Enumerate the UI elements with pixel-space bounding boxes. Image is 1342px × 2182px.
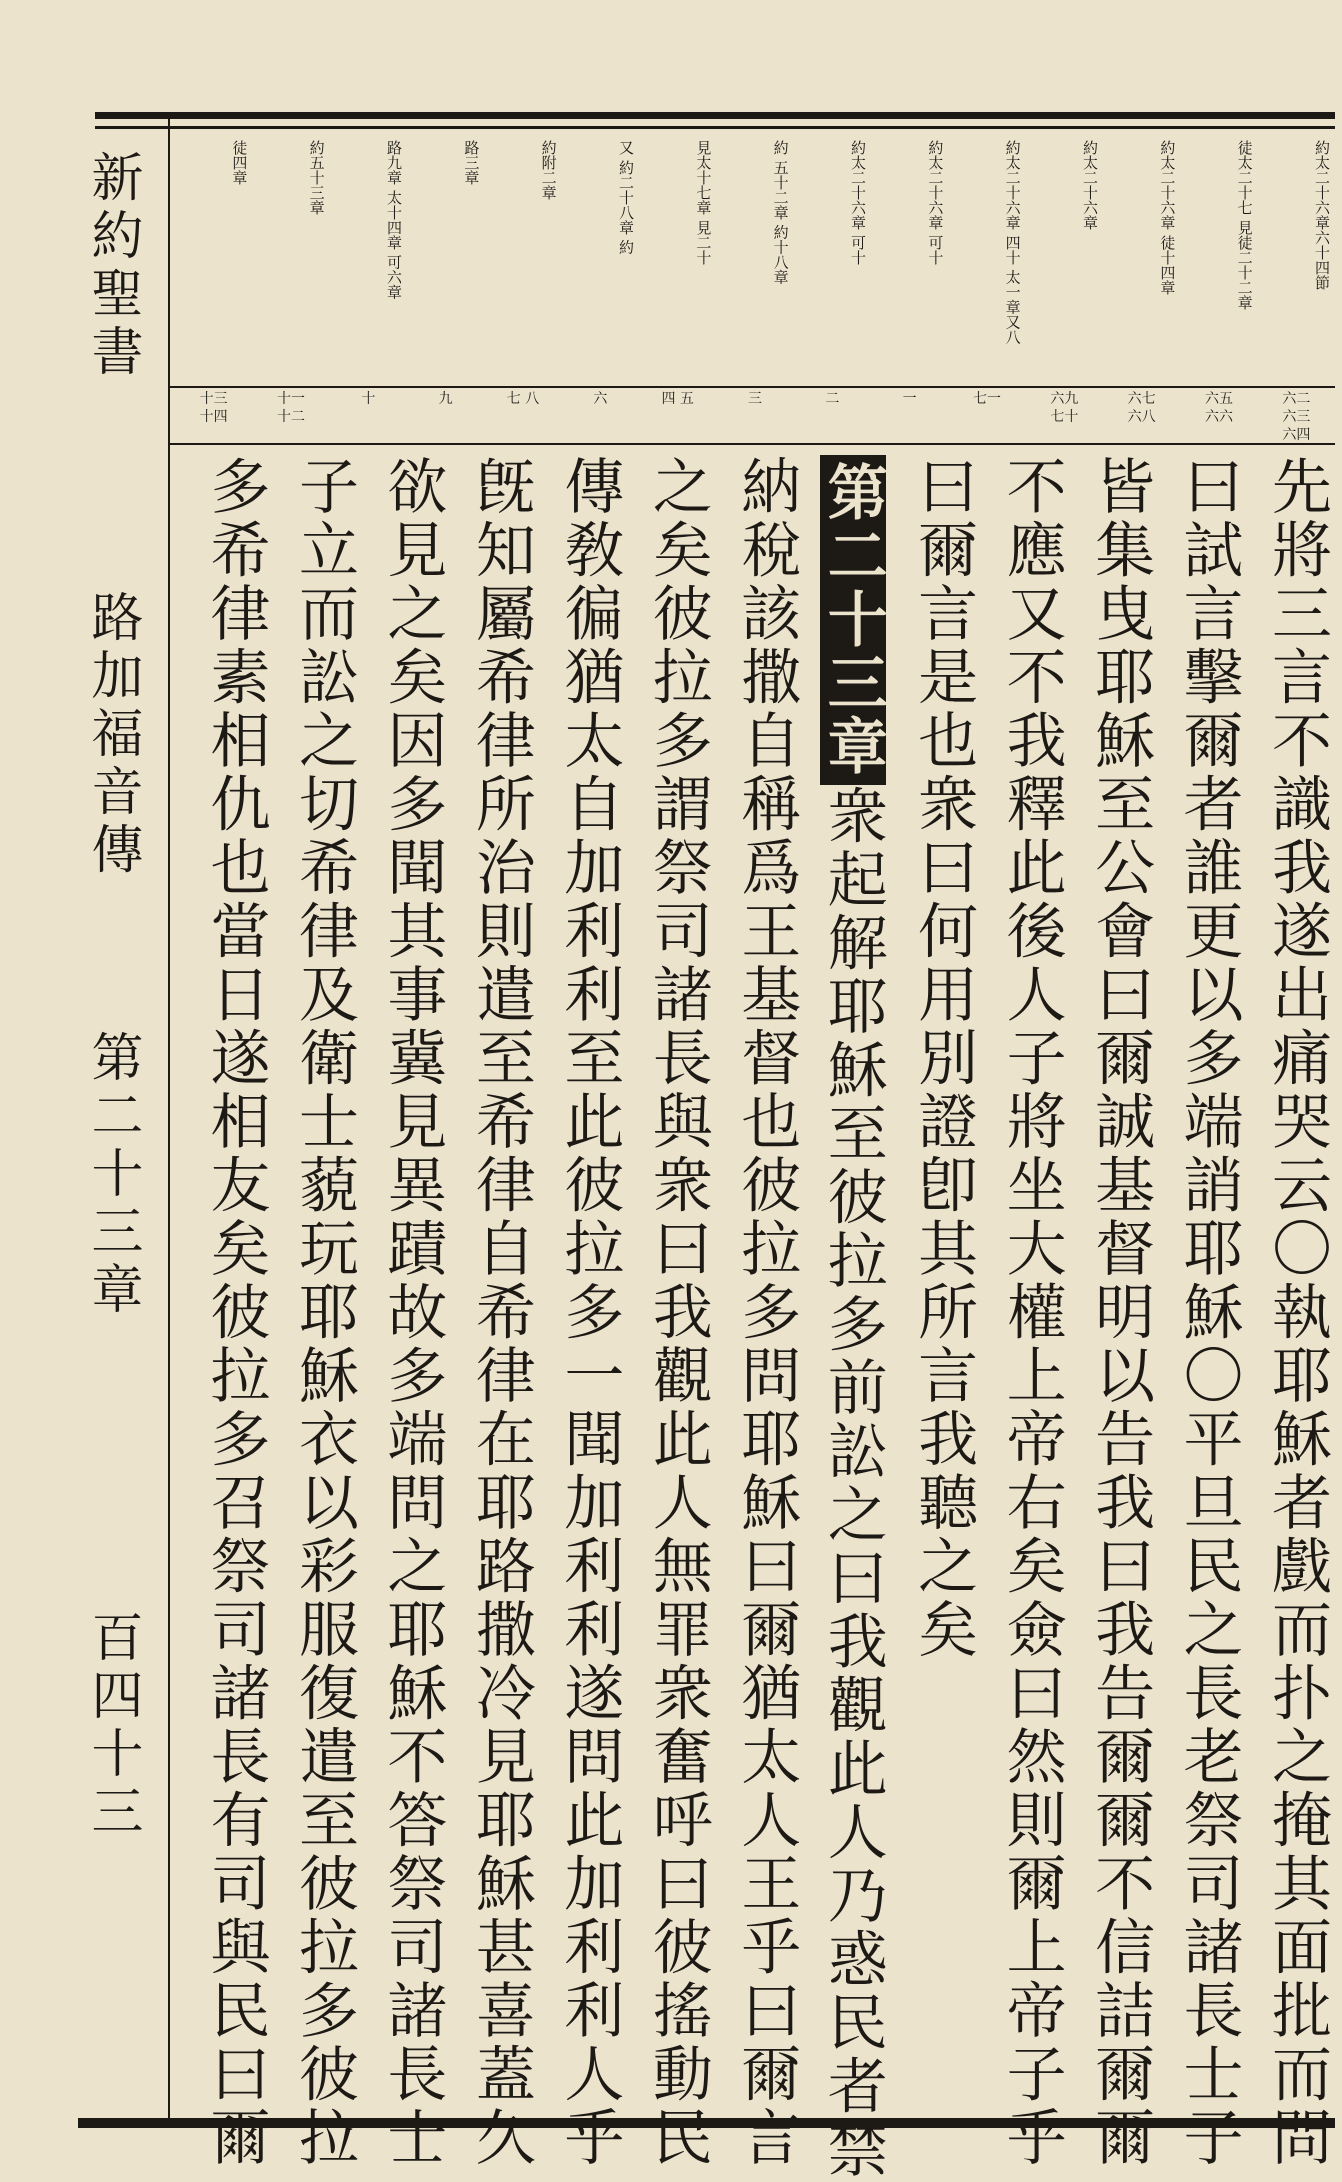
text-column: [355, 455, 448, 2170]
verse-text: 曰爾言是也衆曰何用別證卽其所言我聽之矣: [908, 455, 979, 1662]
book-title: 新約聖書: [82, 150, 142, 382]
running-header: [62, 150, 162, 2100]
verse-ref-numbers: 六二 六三 六四: [1282, 391, 1311, 443]
verse-ref-numbers: 三: [748, 391, 762, 407]
verse-ref-numbers: 六九 七十: [1050, 391, 1079, 425]
text-column: [1151, 455, 1244, 2170]
verse-ref-numbers: 六: [593, 391, 608, 407]
verse-ref-numbers: 六五 六六: [1205, 391, 1233, 425]
margin-note: 路九章 太十四章 可六章: [385, 140, 403, 300]
verse-text: 傳敎徧猶太自加利利至此彼拉多一聞加利利遂問此加利利人乎: [554, 455, 625, 2170]
text-column: [178, 455, 271, 2170]
verse-ref-numbers: 四 五: [661, 391, 694, 407]
top-rule-thin: [95, 126, 1335, 129]
margin-note: 又 約二十八章 約: [617, 140, 635, 255]
refs-rule: [170, 443, 1335, 445]
text-column: [532, 455, 625, 2170]
margin-note: 約太二十六章 徒十四章: [1158, 140, 1177, 295]
verse-text: 曰試言擊爾者誰更以多端誚耶穌〇平旦民之長老祭司諸長士子: [1173, 455, 1244, 2170]
verse-ref-numbers: 十: [361, 391, 376, 407]
text-column: [1240, 455, 1332, 2170]
chapter-heading: 第二十三章: [820, 455, 886, 785]
gospel-title: 路加福音傳: [82, 590, 142, 880]
margin-note: 約太二十六章: [1081, 140, 1099, 230]
verse-ref-numbers: 二: [825, 391, 840, 407]
text-column: [620, 455, 713, 2170]
margin-note: 見太十七章 見二十: [694, 140, 713, 265]
header-divider: [168, 112, 170, 2120]
text-column: [443, 455, 536, 2170]
verse-text: 旣知屬希律所治則遣至希律自希律在耶路撒冷見耶穌甚喜蓋久: [465, 455, 536, 2170]
margin-note: 徒四章: [230, 140, 249, 185]
verse-ref-numbers: 七 八: [506, 391, 540, 407]
main-text: [178, 455, 1332, 2182]
verse-text: 子立而訟之切希律及衛士藐玩耶穌衣以彩服復遣至彼拉多彼拉: [288, 455, 359, 2170]
verse-text: 之矣彼拉多謂祭司諸長與衆曰我觀此人無罪衆奮呼曰彼搖動民: [642, 455, 713, 2170]
verse-ref-numbers: 一: [902, 391, 917, 407]
text-column: [797, 455, 888, 2182]
verse-text: 不應又不我釋此後人子將坐大權上帝右矣僉曰然則爾上帝子乎: [996, 455, 1067, 2170]
verse-text: 皆集曳耶穌至公會曰爾誠基督明以告我曰我告爾爾不信詰爾爾: [1085, 455, 1156, 2170]
verse-text: 先將三言不識我遂出痛哭云〇執耶穌者戲而扑之掩其面批而問: [1262, 455, 1332, 2170]
margin-note: 路三章: [462, 140, 481, 185]
verse-ref-numbers: 十一 十二: [277, 391, 305, 425]
margin-note: 約太二十六章 可十: [849, 140, 867, 265]
verse-text: 衆起解耶穌至彼拉多前訟之曰我觀此人乃惑民者禁: [817, 784, 888, 2182]
verse-ref-numbers: 十三 十四: [199, 391, 228, 425]
text-column: [709, 455, 802, 2170]
verse-ref-numbers: 六七 六八: [1127, 391, 1156, 425]
margin-note: 約 五十二章 約十八章: [771, 140, 790, 285]
text-column: [886, 455, 979, 1662]
verse-text: 多希律素相仇也當日遂相友矣彼拉多召祭司諸長有司與民曰爾: [200, 455, 271, 2170]
verse-number-strip: [175, 390, 1335, 443]
verse-ref-numbers: 七一: [973, 391, 1001, 407]
text-column: [1063, 455, 1156, 2170]
text-column: [266, 455, 359, 2170]
margin-note: 約附二章: [539, 140, 558, 200]
verse-ref-numbers: 九: [438, 391, 453, 407]
margin-note: 約太二十六章 可十: [926, 140, 945, 265]
margin-note: 約五十三章: [307, 140, 326, 215]
cross-reference-notes: [175, 140, 1335, 380]
verse-text: 欲見之矣因多聞其事冀見異蹟故多端問之耶穌不答祭司諸長士: [377, 455, 448, 2170]
margin-note: 約太二十六章六十四節: [1313, 140, 1331, 290]
margin-note: 徒太二十七 見徒二十二章: [1235, 140, 1254, 310]
margin-note: 約太二十六章 四十 太一章又八: [1003, 140, 1022, 345]
notes-rule: [170, 386, 1335, 388]
page-number: 百四十三: [82, 1610, 142, 1842]
top-rule: [95, 112, 1335, 119]
chapter-label: 第二十三章: [82, 1030, 142, 1320]
text-column: [974, 455, 1067, 2170]
verse-text: 納稅該撒自稱爲王基督也彼拉多問耶穌曰爾猶太人王乎曰爾言: [731, 455, 802, 2170]
